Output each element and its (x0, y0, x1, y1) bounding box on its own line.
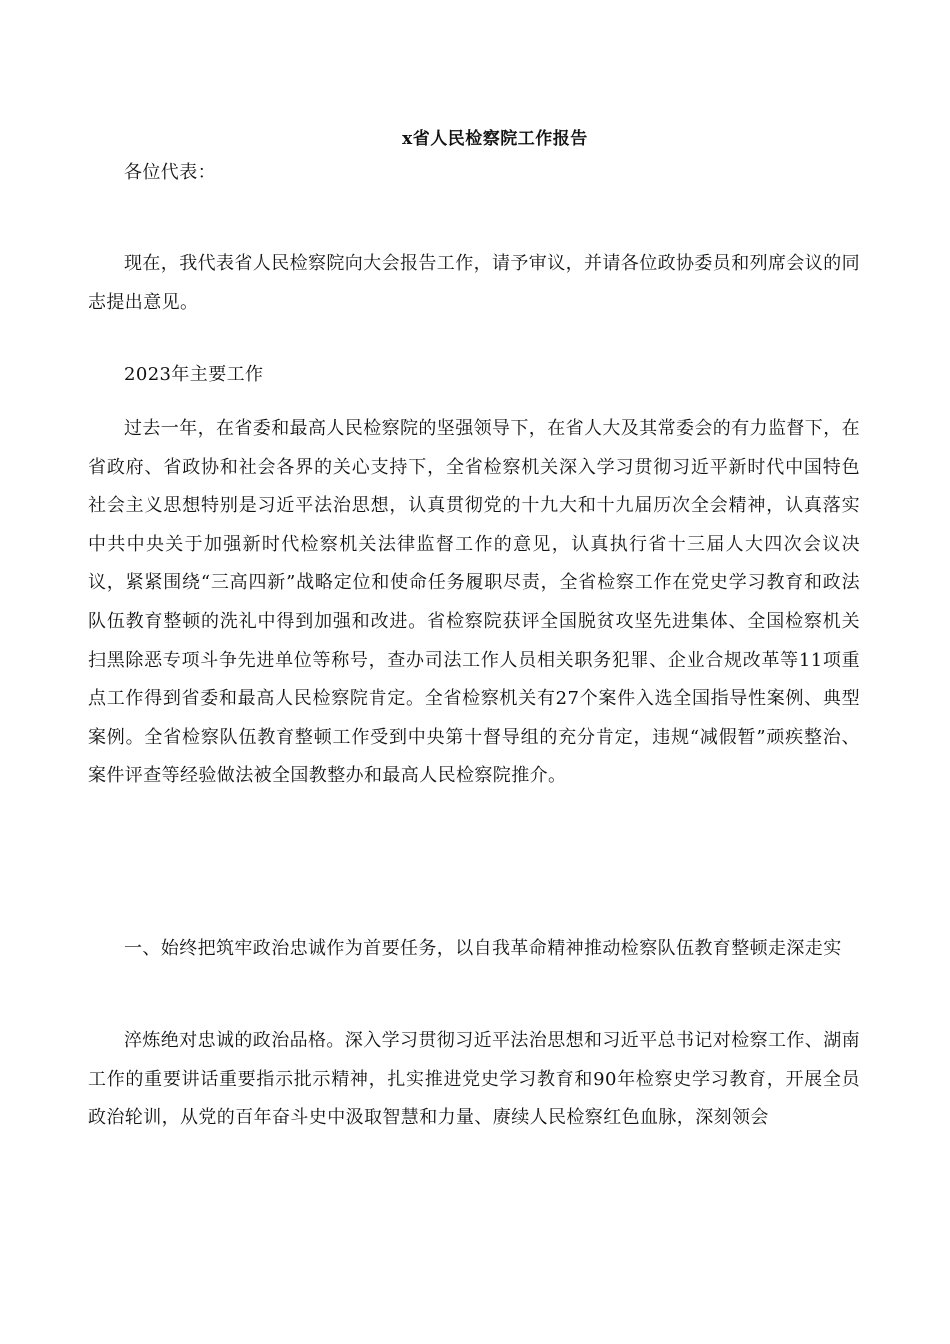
intro-paragraph: 现在，我代表省人民检察院向大会报告工作，请予审议，并请各位政协委员和列席会议的同志提出意见。 (88, 253, 860, 313)
document-title: x省人民检察院工作报告 (402, 129, 588, 149)
summary-paragraph: 过去一年，在省委和最高人民检察院的坚强领导下，在省人大及其常委会的有力监督下，在省政府、省政协和社会各界的关心支持下，全省检察机关深入学习贯彻习近平新时代中国特色社会主义思想特别是习近平法治思想，认真贯彻党的十九大和十九届历次全会精神，认真落实中共中央关于加强新时代检察机关法律监督工作的意见，认真执行省十三届人大四次会议决议，紧紧围绕“三高四新”战略定位和使命任务履职尽责，全省检察工作在党史学习教育和政法队伍教育整顿的洗礼中得到加强和改进。省检察院获评全国脱贫攻坚先进集体、全国检察机关扫黑除恶专项斗争先进单位等称号，查办司法工作人员相关职务犯罪、企业合规改革等11项重点工作得到省委和最高人民检察院肯定。全省检察机关有27个案件入选全国指导性案例、典型案例。全省检察队伍教育整顿工作受到中央第十督导组的充分肯定，违规“减假暂”顽疾整治、案件评查等经验做法被全国教整办和最高人民检察院推介。 (88, 418, 860, 787)
section-one-body: 淬炼绝对忠诚的政治品格。深入学习贯彻习近平法治思想和习近平总书记对检察工作、湖南工作的重要讲话重要指示批示精神，扎实推进党史学习教育和90年检察史学习教育，开展全员政治轮训，从党的百年奋斗史中汲取智慧和力量、赓续人民检察红色血脉，深刻领会 (88, 1030, 860, 1129)
salutation: 各位代表： (124, 162, 216, 183)
year-heading: 2023年主要工作 (124, 364, 264, 385)
section-one-heading: 一、始终把筑牢政治忠诚作为首要任务，以自我革命精神推动检察队伍教育整顿走深走实 (124, 938, 842, 959)
